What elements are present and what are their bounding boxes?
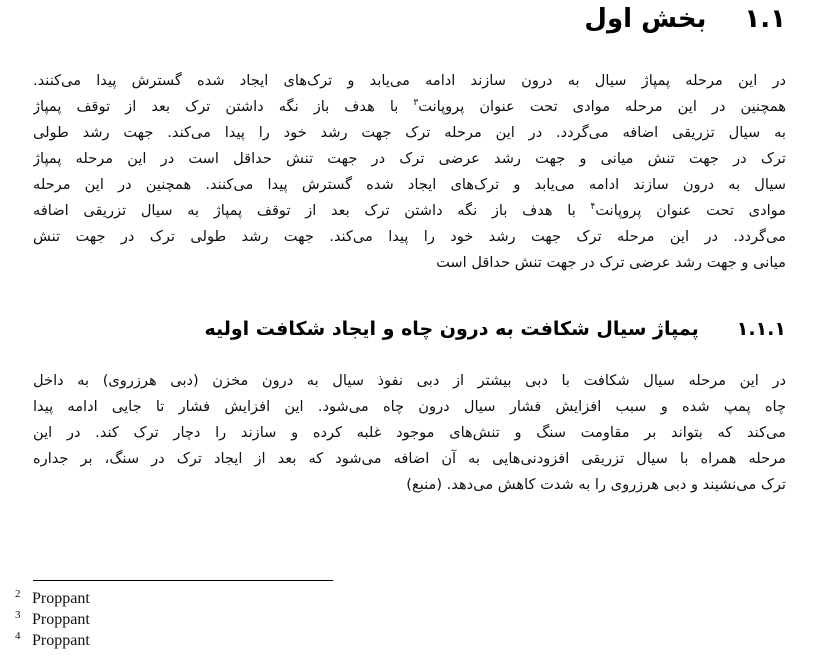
subsection-number: ۱.۱.۱ xyxy=(736,318,786,340)
paragraph-line: ترک در جهت تنش میانی و جهت رشد عرضی ترک در جهت تنش حداقل است در این مرحله پمپاژ xyxy=(33,150,786,167)
paragraph-line: می‌کند که بتواند بر مقاومت سنگ و تنش‌های موجود غلبه کرده و سازند را دچار ترک کند. در این xyxy=(33,424,786,441)
footnotes xyxy=(15,588,90,651)
subsection-title: پمپاژ سیال شکافت به درون چاه و ایجاد شکافت اولیه xyxy=(204,318,699,340)
paragraph-line: ترک می‌نشیند و دبی هرزروی را به شدت کاهش می‌دهد. (منبع) xyxy=(406,476,786,493)
line-text: با هدف باز نگه داشتن ترک بعد از توقف پمپاژ xyxy=(33,98,414,115)
section-number: ۱.۱ xyxy=(744,4,786,34)
footnote-ref: ۴ xyxy=(590,202,596,213)
footnote-ref: ۳ xyxy=(413,98,419,109)
section-heading xyxy=(584,4,786,34)
paragraph-line: در این مرحله سیال شکافت با دبی بیشتر از دبی نفوذ سیال به درون مخزن (دبی هرزروی) به داخل xyxy=(33,372,786,389)
paragraph-line: می‌گردد. در این مرحله ترک جهت رشد خود را پیدا می‌کند. جهت رشد طولی ترک در جهت تنش xyxy=(33,228,786,245)
footnote-rule xyxy=(33,580,333,581)
line-text: همچنین در این مرحله موادی تحت عنوان پروپانت xyxy=(418,98,786,115)
paragraph-line xyxy=(33,94,786,120)
footnote: 4 Proppant xyxy=(15,629,90,649)
footnote: 3 Proppant xyxy=(15,608,90,628)
paragraph-line: میانی و جهت رشد عرضی ترک در جهت تنش حداقل است xyxy=(436,254,786,271)
paragraph-line: سیال به درون سازند ادامه می‌یابد و ترک‌های ایجاد شده گسترش پیدا می‌کنند. همچنین در این مرحله xyxy=(33,176,786,193)
paragraph-line xyxy=(33,198,786,224)
footnote-text: Proppant xyxy=(32,590,90,607)
footnote: 2 Proppant xyxy=(15,587,90,607)
subsection-heading xyxy=(204,318,786,340)
paragraph-line: چاه پمپ شده و سبب افزایش فشار سیال درون چاه می‌شود. این افزایش فشار تا جایی ادامه پیدا xyxy=(33,398,786,415)
line-text: با هدف باز نگه داشتن ترک بعد از توقف پمپاژ به سیال تزریقی اضافه xyxy=(33,202,591,219)
paragraph-line: مرحله همراه با سیال تزریقی افزودنی‌هایی به آن اضافه می‌شود که بعد از ایجاد ترک در سنگ، بر جداره xyxy=(33,450,786,467)
footnote-text: Proppant xyxy=(32,632,90,649)
line-text: موادی تحت عنوان پروپانت xyxy=(595,202,786,219)
paragraph-line: در این مرحله پمپاژ سیال به درون سازند ادامه می‌یابد و ترک‌های ایجاد شده گسترش پیدا می‌کنند. xyxy=(33,72,786,89)
footnote-text: Proppant xyxy=(32,611,90,628)
paragraph-line: به سیال تزریقی اضافه می‌گردد. در این مرحله ترک جهت رشد خود را پیدا می‌کند. جهت رشد طولی xyxy=(33,124,786,141)
section-title: بخش اول xyxy=(584,4,707,34)
